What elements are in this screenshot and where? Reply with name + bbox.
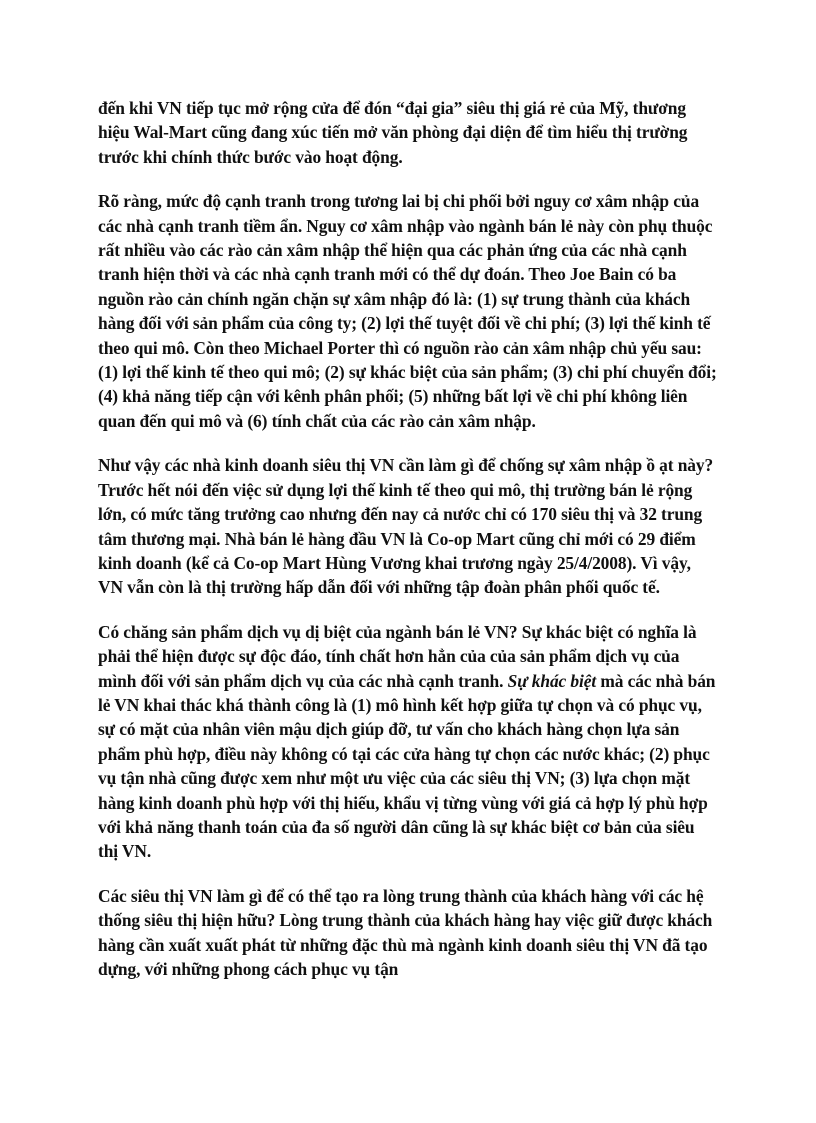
paragraph-2-text: Rõ ràng, mức độ cạnh tranh trong tương lai bị chi phối bởi nguy cơ xâm nhập của các nhà cạnh tranh tiềm ẩn. Nguy cơ xâm nhập vào ngành bán lẻ này còn phụ thuộc rất nhiều vào các rào cản xâm nhập thể hiện qua các phản ứng của các nhà cạnh tranh hiện thời và các nhà cạnh tranh mới có thể dự đoán. Theo Joe Bain có ba nguồn rào cản chính ngăn chặn sự xâm nhập đó là: (1) sự trung thành của khách hàng đối với sản phẩm của công ty; (2) lợi thế tuyệt đối về chi phí; (3) lợi thế kinh tế theo qui mô. Còn theo Michael Porter thì có nguồn rào cản xâm nhập chủ yếu sau:(1) lợi thế kinh tế theo qui mô; (2) sự khác biệt của sản phẩm; (3) chi phí chuyển đổi; (4) khả năng tiếp cận với kênh phân phối; (5) những bất lợi về chi phí không liên quan đến qui mô và (6) tính chất của các rào cản xâm nhập. [98, 191, 717, 431]
paragraph-1-text: đến khi VN tiếp tục mở rộng cửa để đón “đại gia” siêu thị giá rẻ của Mỹ, thương hiệu Wal-Mart cũng đang xúc tiến mở văn phòng đại diện để tìm hiểu thị trường trước khi chính thức bước vào hoạt động. [98, 98, 688, 167]
paragraph-1 [98, 96, 718, 169]
paragraph-5-text: Các siêu thị VN làm gì để có thể tạo ra lòng trung thành của khách hàng với các hệ thống siêu thị hiện hữu? Lòng trung thành của khách hàng hay việc giữ được khách hàng cần xuất xuất phát từ những đặc thù mà ngành kinh doanh siêu thị VN đã tạo dựng, với những phong cách phục vụ tận [98, 885, 713, 979]
paragraph-4-rest: mà các nhà bán lẻ VN khai thác khá thành công là (1) mô hình kết hợp giữa tự chọn và có phục vụ, sự có mặt của nhân viên mậu dịch giúp đỡ, tư vấn cho khách hàng chọn lựa sản phẩm phù hợp, điều này không có tại các cửa hàng tự chọn các nước khác; (2) phục vụ tận nhà cũng được xem như một ưu việc của các siêu thị VN; (3) lựa chọn mặt hàng kinh doanh phù hợp với thị hiếu, khẩu vị từng vùng với giá cả hợp lý phù hợp với khả năng thanh toán của đa số người dân cũng là sự khác biệt cơ bản của siêu thị VN. [98, 670, 716, 862]
paragraph-5 [98, 884, 718, 982]
document-page [98, 96, 718, 1001]
paragraph-4-text: Có chăng sản phẩm dịch vụ dị biệt của ngành bán lẻ VN? Sự khác biệt có nghĩa là phải thể hiện được sự độc đáo, tính chất hơn hẳn của của sản phẩm dịch vụ của mình đối với sản phẩm dịch vụ của các nhà cạnh tranh. [98, 621, 697, 691]
paragraph-4-emphasis: Sự khác biệt [507, 670, 597, 691]
paragraph-2 [98, 189, 718, 433]
paragraph-3 [98, 453, 718, 599]
paragraph-4 [98, 620, 718, 864]
paragraph-3-text: Như vậy các nhà kinh doanh siêu thị VN cần làm gì để chống sự xâm nhập ồ ạt này? Trước hết nói đến việc sử dụng lợi thế kinh tế theo qui mô, thị trường bán lẻ rộng lớn, có mức tăng trưởng cao nhưng đến nay cả nước chỉ có 170 siêu thị và 32 trung tâm thương mại. Nhà bán lẻ hàng đầu VN là Co-op Mart cũng chỉ mới có 29 điểm kinh doanh (kể cả Co-op Mart Hùng Vương khai trương ngày 25/4/2008). Vì vậy, VN vẫn còn là thị trường hấp dẫn đối với những tập đoàn phân phối quốc tế. [98, 455, 714, 598]
